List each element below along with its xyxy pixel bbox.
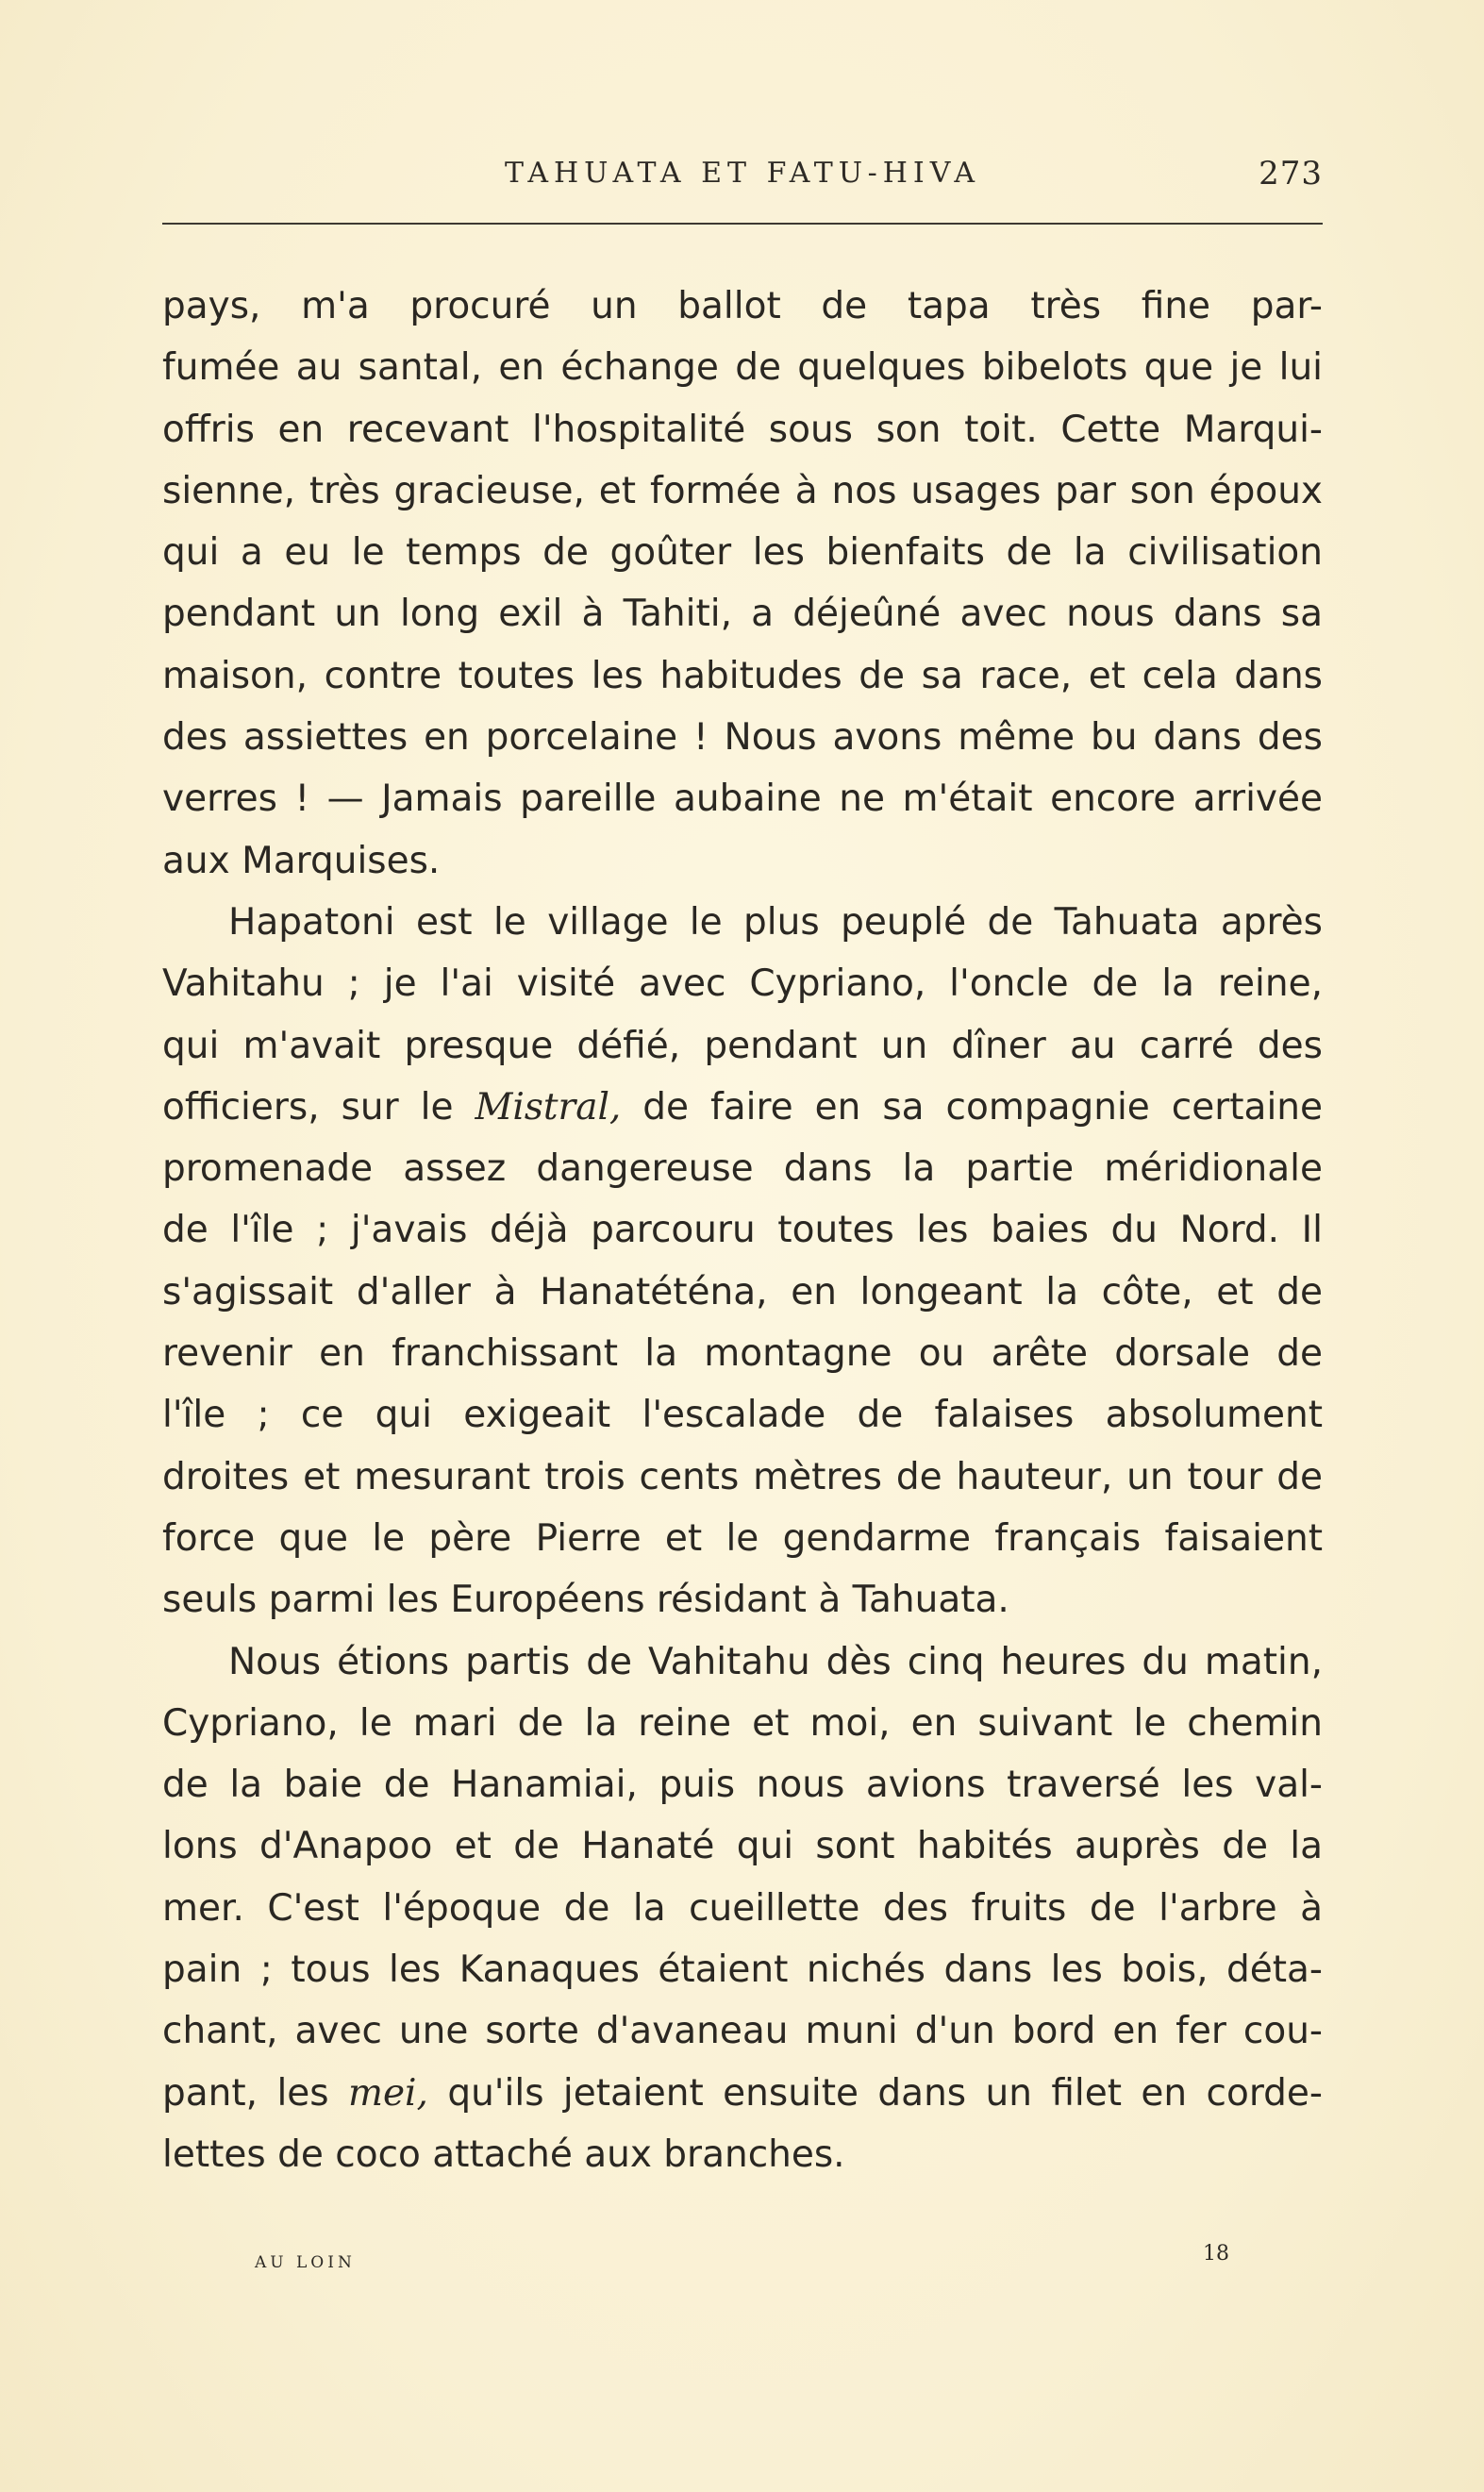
text-line: force que le père Pierre et le gendarme français faisaient [162, 1516, 1323, 1560]
text-line: droites et mesurant trois cents mètres de hauteur, un tour de [162, 1455, 1323, 1498]
text-line: qui m'avait presque défié, pendant un dîner au carré des [162, 1024, 1323, 1067]
text-line: Nous étions partis de Vahitahu dès cinq heures du matin, [228, 1640, 1323, 1683]
text-line: sienne, très gracieuse, et formée à nos usages par son époux [162, 469, 1323, 512]
page-number: 273 [1259, 155, 1323, 192]
text-line-with-italic [162, 1077, 1323, 1138]
text-line: l'île ; ce qui exigeait l'escalade de falaises absolument [162, 1394, 1323, 1437]
text-line: maison, contre toutes les habitudes de sa race, et cela dans [162, 654, 1323, 697]
running-title: TAHUATA ET FATU-HIVA [504, 157, 981, 190]
text-line: mer. C'est l'époque de la cueillette des fruits de l'arbre à [162, 1886, 1323, 1930]
text-fragment: qu'ils jetaient ensuite dans un filet en corde- [427, 2071, 1323, 2115]
signature-mark-number: 18 [1203, 2242, 1229, 2266]
page-header [162, 155, 1323, 211]
text-line: des assiettes en porcelaine ! Nous avons même bu dans des [162, 716, 1323, 760]
header-rule [162, 223, 1323, 225]
text-line: seuls parmi les Européens résidant à Tahuata. [162, 1579, 1009, 1622]
text-line: revenir en franchissant la montagne ou arête dorsale de [162, 1332, 1323, 1376]
text-line: lons d'Anapoo et de Hanaté qui sont habités auprès de la [162, 1825, 1323, 1868]
signature-mark-title: AU LOIN [255, 2253, 356, 2272]
text-line: lettes de coco attaché aux branches. [162, 2132, 845, 2176]
text-line: Hapatoni est le village le plus peuplé de Tahuata après [228, 900, 1323, 944]
text-line: s'agissait d'aller à Hanatéténa, en longeant la côte, et de [162, 1270, 1323, 1313]
text-line: promenade assez dangereuse dans la partie méridionale [162, 1147, 1323, 1191]
italic-word: mei, [348, 2071, 428, 2115]
text-line: de l'île ; j'avais déjà parcouru toutes les baies du Nord. Il [162, 1209, 1323, 1252]
text-line: offris en recevant l'hospitalité sous son toit. Cette Marqui- [162, 408, 1323, 451]
text-line: qui a eu le temps de goûter les bienfaits de la civilisation [162, 531, 1323, 575]
text-line: pays, m'a procuré un ballot de tapa très fine par- [162, 285, 1323, 327]
text-fragment: pant, les [162, 2071, 348, 2115]
text-line: fumée au santal, en échange de quelques bibelots que je lui [162, 346, 1323, 390]
body-text [162, 276, 1323, 2185]
text-fragment: officiers, sur le [162, 1085, 475, 1129]
text-line: Cypriano, le mari de la reine et moi, en suivant le chemin [162, 1701, 1323, 1745]
text-line: aux Marquises. [162, 839, 441, 882]
text-line: pain ; tous les Kanaques étaient nichés dans les bois, déta- [162, 1948, 1323, 1992]
text-line: Vahitahu ; je l'ai visité avec Cypriano, l'oncle de la reine, [162, 962, 1323, 1006]
text-line: pendant un long exil à Tahiti, a déjeûné avec nous dans sa [162, 593, 1323, 636]
italic-ship-name: Mistral, [475, 1085, 622, 1129]
text-line: verres ! — Jamais pareille aubaine ne m'était encore arrivée [162, 778, 1323, 821]
page-footer [162, 2242, 1323, 2280]
text-line-with-italic [162, 2063, 1323, 2124]
text-line: chant, avec une sorte d'avaneau muni d'un bord en fer cou- [162, 2010, 1323, 2053]
text-line: de la baie de Hanamiai, puis nous avions traversé les val- [162, 1764, 1323, 1807]
text-fragment: de faire en sa compagnie certaine [621, 1085, 1323, 1129]
